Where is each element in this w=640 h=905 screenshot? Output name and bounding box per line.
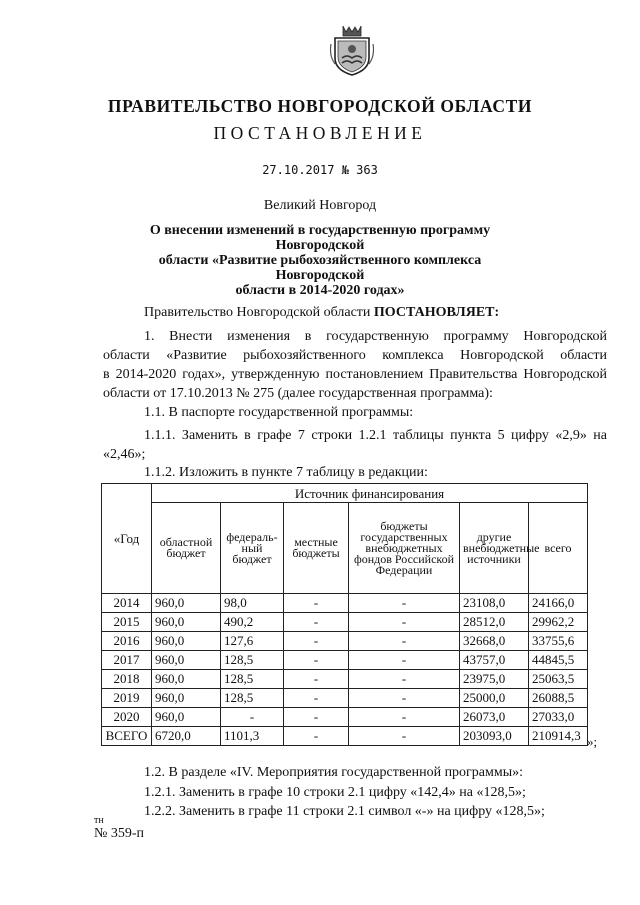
value-cell: 98,0 xyxy=(221,594,284,613)
government-title: ПРАВИТЕЛЬСТВО НОВГОРОДСКОЙ ОБЛАСТИ xyxy=(107,96,533,116)
value-cell: 128,5 xyxy=(221,689,284,708)
item-1-1: 1.1. В паспорте государственной программы: xyxy=(144,405,414,420)
value-cell: 203093,0 xyxy=(460,727,529,746)
value-cell: - xyxy=(284,632,349,651)
item-1-line: в 2014-2020 годах», утвержденную постановлением Правительства Новгородской xyxy=(103,367,607,382)
value-cell: 1101,3 xyxy=(221,727,284,746)
table-row xyxy=(102,632,588,651)
document-date-number: 27.10.2017 № 363 xyxy=(262,163,378,177)
financing-table xyxy=(101,483,588,746)
year-cell: 2018 xyxy=(102,670,152,689)
year-cell: 2016 xyxy=(102,632,152,651)
value-cell: - xyxy=(221,708,284,727)
column-header: областной бюджет xyxy=(152,503,221,594)
document-city: Великий Новгород xyxy=(263,198,377,213)
year-cell: 2014 xyxy=(102,594,152,613)
value-cell: 128,5 xyxy=(221,651,284,670)
column-header: федераль-ный бюджет xyxy=(221,503,284,594)
value-cell: 960,0 xyxy=(152,632,221,651)
table-header-row xyxy=(102,503,588,594)
value-cell: 29962,2 xyxy=(529,613,588,632)
value-cell: - xyxy=(349,670,460,689)
value-cell: 490,2 xyxy=(221,613,284,632)
column-header: всего xyxy=(529,503,588,594)
year-cell: ВСЕГО xyxy=(102,727,152,746)
value-cell: 26088,5 xyxy=(529,689,588,708)
value-cell: 960,0 xyxy=(152,689,221,708)
value-cell: - xyxy=(284,670,349,689)
value-cell: 24166,0 xyxy=(529,594,588,613)
year-cell: 2015 xyxy=(102,613,152,632)
item-1-1-1-line: «2,46»; xyxy=(103,447,146,462)
table-row xyxy=(102,689,588,708)
item-1-line: области от 17.10.2013 № 275 (далее государственная программа): xyxy=(103,386,493,401)
value-cell: - xyxy=(349,727,460,746)
value-cell: - xyxy=(284,613,349,632)
table-row xyxy=(102,708,588,727)
item-1-line: области «Развитие рыбохозяйственного комплекса Новгородской области xyxy=(103,348,607,363)
table-row xyxy=(102,651,588,670)
value-cell: 960,0 xyxy=(152,594,221,613)
value-cell: - xyxy=(284,651,349,670)
value-cell: 27033,0 xyxy=(529,708,588,727)
table-row xyxy=(102,670,588,689)
value-cell: 960,0 xyxy=(152,708,221,727)
value-cell: - xyxy=(349,594,460,613)
document-type: ПОСТАНОВЛЕНИЕ xyxy=(213,123,427,143)
value-cell: - xyxy=(284,594,349,613)
value-cell: 26073,0 xyxy=(460,708,529,727)
document-subject xyxy=(120,223,520,298)
value-cell: - xyxy=(349,651,460,670)
item-1-1-1-line: 1.1.1. Заменить в графе 7 строки 1.2.1 таблицы пункта 5 цифру «2,9» на xyxy=(144,428,607,443)
table-header-row xyxy=(102,484,588,503)
value-cell: 32668,0 xyxy=(460,632,529,651)
value-cell: 44845,5 xyxy=(529,651,588,670)
value-cell: 25000,0 xyxy=(460,689,529,708)
value-cell: 960,0 xyxy=(152,651,221,670)
value-cell: - xyxy=(349,689,460,708)
item-1-1-2: 1.1.2. Изложить в пункте 7 таблицу в редакции: xyxy=(144,465,428,480)
item-1-line: 1. Внести изменения в государственную программу Новгородской xyxy=(144,329,607,344)
item-1-2: 1.2. В разделе «IV. Мероприятия государственной программы»: xyxy=(144,765,524,780)
subject-line: области «Развитие рыбохозяйственного комплекса Новгородской xyxy=(158,253,482,283)
preamble-text: Правительство Новгородской области xyxy=(144,305,374,320)
value-cell: - xyxy=(349,613,460,632)
table-body xyxy=(102,594,588,746)
value-cell: 33755,6 xyxy=(529,632,588,651)
stamp-number: № 359-п xyxy=(94,826,145,841)
year-header: «Год xyxy=(102,484,152,594)
novgorod-coat-of-arms-icon xyxy=(329,24,375,76)
subject-line: О внесении изменений в государственную программу Новгородской xyxy=(149,223,491,253)
subject-line: области в 2014-2020 годах» xyxy=(235,283,405,298)
value-cell: - xyxy=(349,632,460,651)
column-header: бюджеты государственных внебюджетных фондов Российской Федерации xyxy=(349,503,460,594)
value-cell: - xyxy=(284,727,349,746)
preamble xyxy=(144,303,499,322)
item-1-2-2: 1.2.2. Заменить в графе 11 строки 2.1 символ «-» на цифру «128,5»; xyxy=(144,804,545,819)
value-cell: 23108,0 xyxy=(460,594,529,613)
value-cell: 960,0 xyxy=(152,613,221,632)
value-cell: 6720,0 xyxy=(152,727,221,746)
group-header: Источник финансирования xyxy=(152,484,588,503)
value-cell: 28512,0 xyxy=(460,613,529,632)
value-cell: 210914,3 xyxy=(529,727,588,746)
item-1-2-1: 1.2.1. Заменить в графе 10 строки 2.1 цифру «142,4» на «128,5»; xyxy=(144,785,526,800)
preamble-bold: ПОСТАНОВЛЯЕТ: xyxy=(373,305,500,320)
year-cell: 2017 xyxy=(102,651,152,670)
table-row xyxy=(102,594,588,613)
value-cell: - xyxy=(349,708,460,727)
table-closing-quote: »; xyxy=(587,734,598,749)
year-cell: 2019 xyxy=(102,689,152,708)
value-cell: 128,5 xyxy=(221,670,284,689)
value-cell: - xyxy=(284,708,349,727)
value-cell: 23975,0 xyxy=(460,670,529,689)
column-header: другие внебюджетные источники xyxy=(460,503,529,594)
value-cell: - xyxy=(284,689,349,708)
column-header: местные бюджеты xyxy=(284,503,349,594)
table-row xyxy=(102,613,588,632)
stamp-initials: тн xyxy=(94,815,104,826)
year-cell: 2020 xyxy=(102,708,152,727)
value-cell: 960,0 xyxy=(152,670,221,689)
table-row xyxy=(102,727,588,746)
value-cell: 43757,0 xyxy=(460,651,529,670)
value-cell: 127,6 xyxy=(221,632,284,651)
value-cell: 25063,5 xyxy=(529,670,588,689)
